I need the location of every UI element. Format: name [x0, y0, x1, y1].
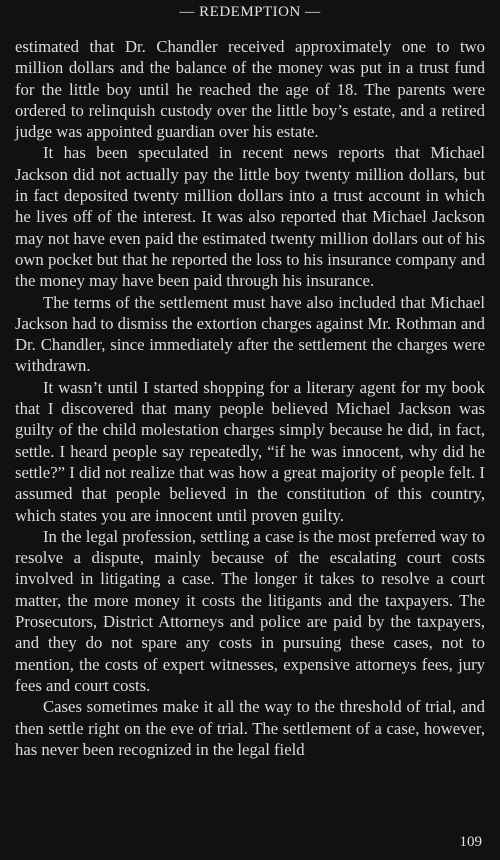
paragraph: Cases sometimes make it all the way to the threshold of trial, and then settle right on the eve of trial. The settlement of a case, however, has never been recognized in the legal field	[15, 697, 485, 759]
paragraph: It wasn’t until I started shopping for a literary agent for my book that I discovered that many people believed Michael Jackson was guilty of the child molestation charges simply because he did, in fact, settle. I heard people say repeatedly, “if he was innocent, why did he settle?” I did not realize that was how a great majority of people felt. I assumed that people believed in the constitution of this country, which states you are innocent until proven guilty.	[15, 377, 485, 525]
paragraph: In the legal profession, settling a case is the most preferred way to resolve a dispute, mainly because of the escalating court costs involved in litigating a case. The longer it takes to resolve a court matter, the more money it costs the litigants and the taxpayers. The Prosecutors, District Attorneys and police are paid by the taxpayers, and they do not spare any costs in pursuing these cases, not to mention, the costs of expert witnesses, expensive attorneys fees, jury fees and court costs.	[15, 526, 485, 695]
paragraph: It has been speculated in recent news reports that Michael Jackson did not actually pay the little boy twenty million dollars, but in fact deposited twenty million dollars into a trust account in which he lives off of the interest. It was also reported that Michael Jackson may not have even paid the estimated twenty million dollars out of his own pocket but that he reported the loss to his insurance company and the money may have been paid through his insurance.	[15, 143, 485, 291]
paragraph: The terms of the settlement must have also included that Michael Jackson had to dismiss the extortion charges against Mr. Rothman and Dr. Chandler, since immediately after the settlement the charges were withdrawn.	[15, 292, 485, 376]
paragraph-continued: estimated that Dr. Chandler received approximately one to two million dollars and the balance of the money was put in a trust fund for the little boy until he reached the age of 18. The parents were ordered to relinquish custody over the little boy’s estate, and a retired judge was appointed guardian over his estate.	[15, 37, 485, 142]
running-head: — REDEMPTION —	[179, 4, 321, 20]
body-text	[15, 36, 485, 760]
page-number: 109	[459, 834, 482, 850]
